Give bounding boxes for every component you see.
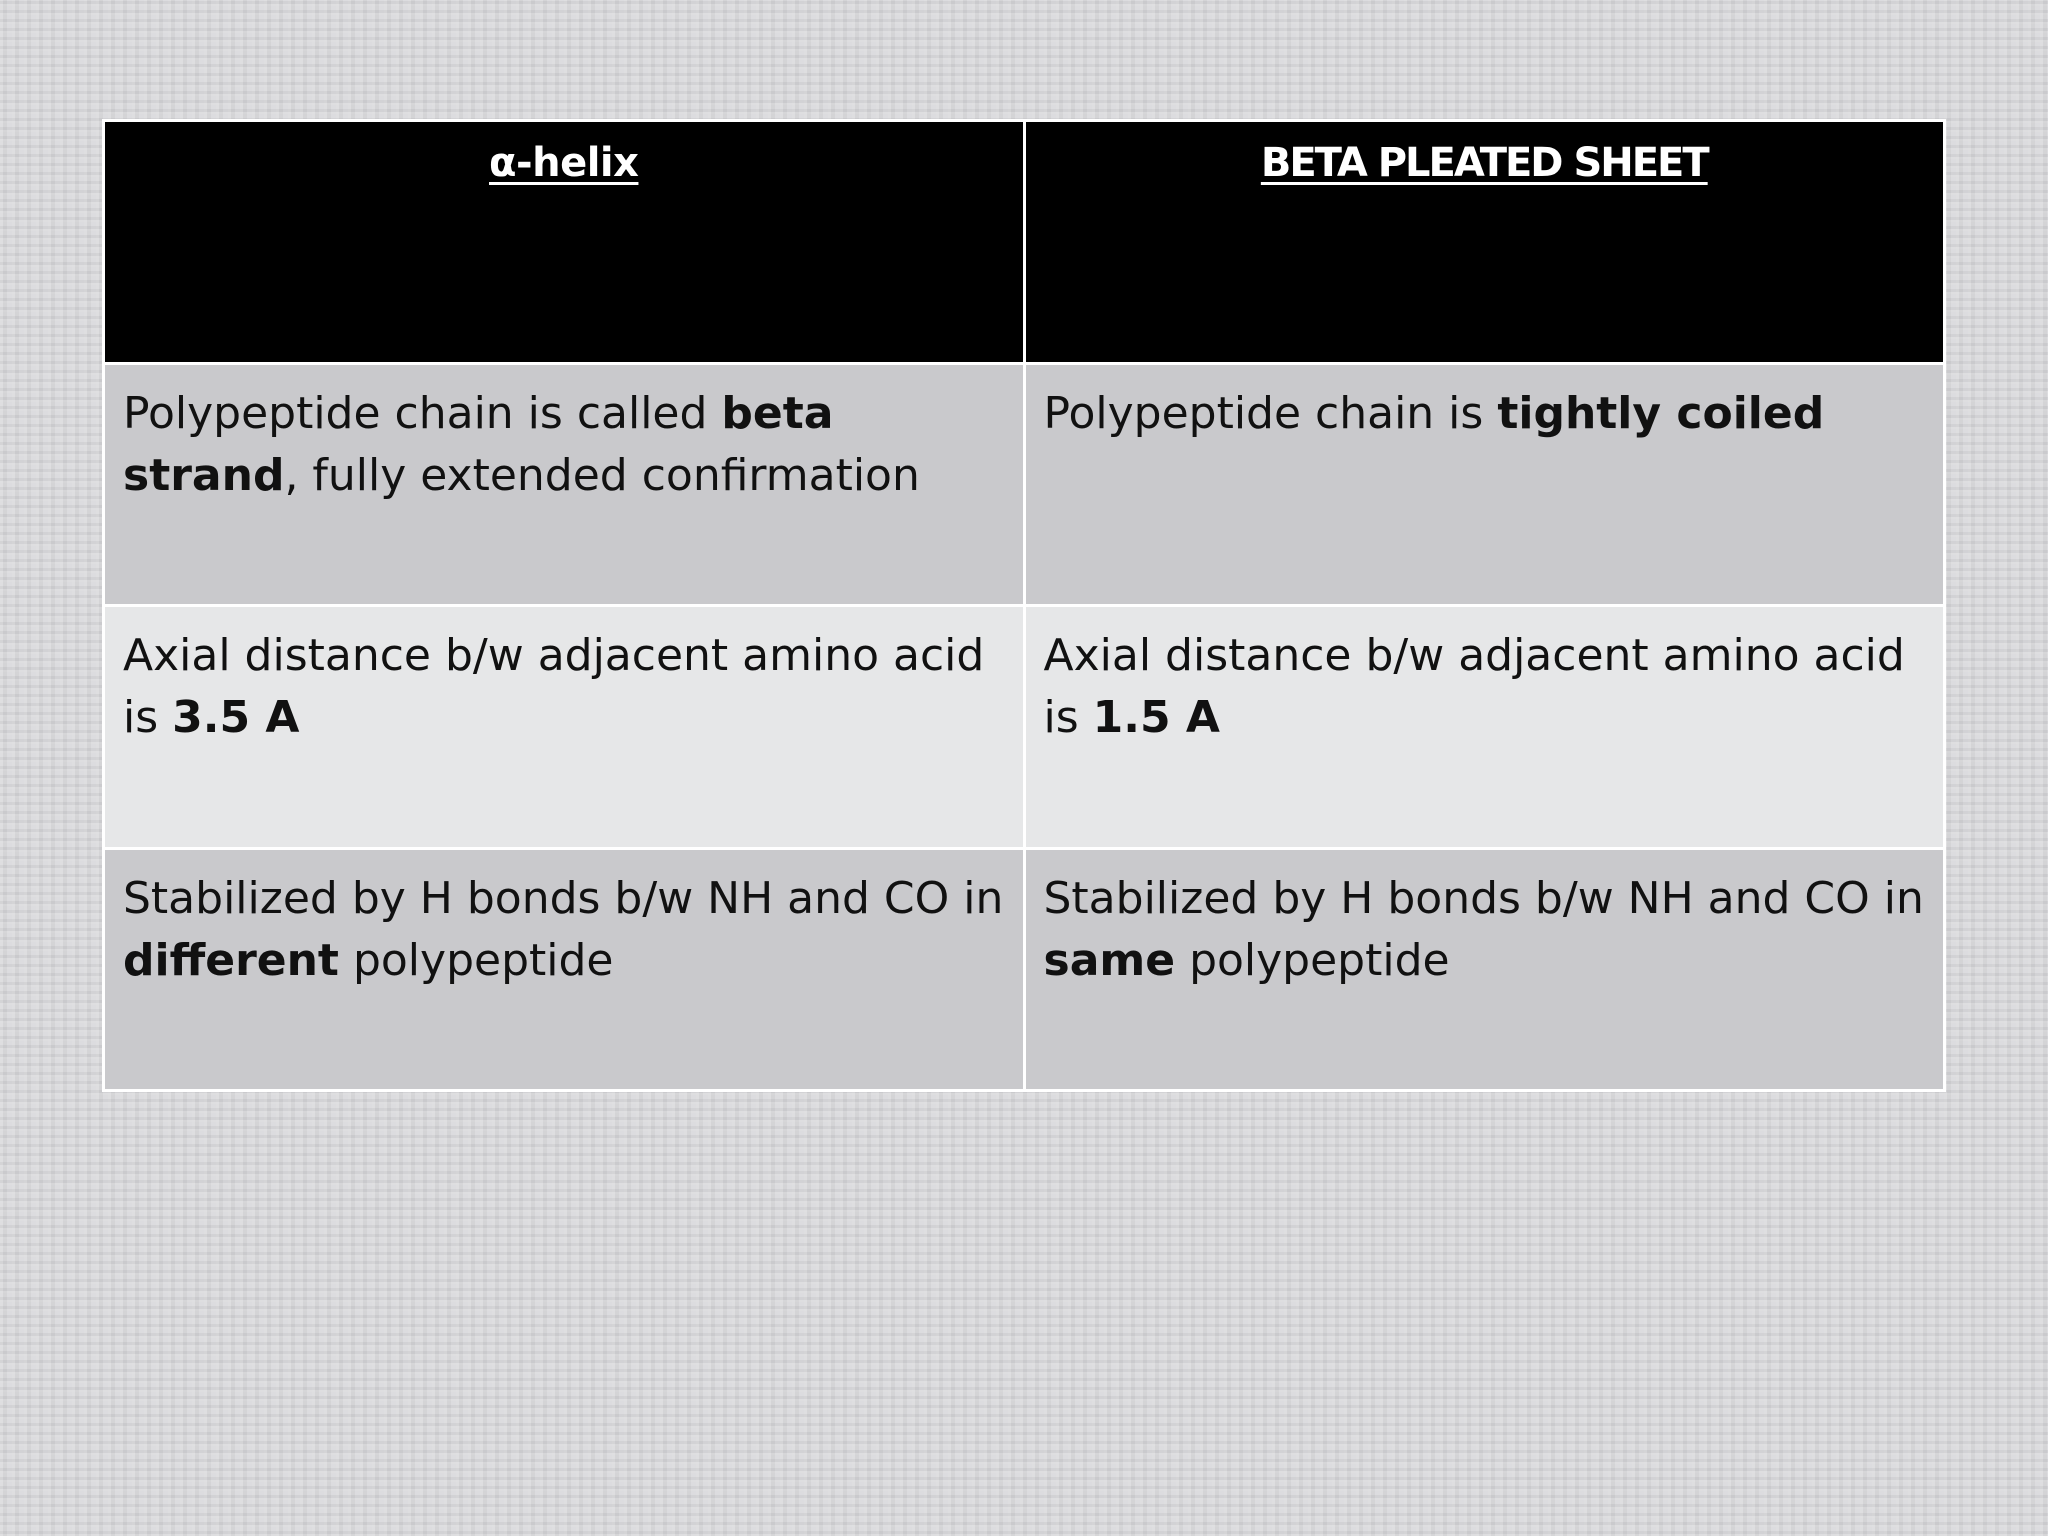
cell-text: Axial distance b/w adjacent amino acid is 3.5 A bbox=[123, 630, 985, 743]
cell-text: Axial distance b/w adjacent amino acid is 1.5 A bbox=[1043, 630, 1905, 743]
header-cell-beta-sheet bbox=[1024, 121, 1945, 364]
table-header-row bbox=[104, 121, 1945, 364]
cell-text: Polypeptide chain is tightly coiled bbox=[1043, 388, 1825, 439]
table-cell bbox=[104, 849, 1025, 1091]
cell-text: Stabilized by H bonds b/w NH and CO in different polypeptide bbox=[123, 873, 1004, 986]
table-cell bbox=[1024, 849, 1945, 1091]
comparison-table bbox=[102, 119, 1946, 1092]
table-row bbox=[104, 849, 1945, 1091]
table-row bbox=[104, 364, 1945, 606]
table-cell bbox=[1024, 606, 1945, 849]
table-cell bbox=[1024, 364, 1945, 606]
header-label: α-helix bbox=[489, 140, 639, 186]
header-cell-alpha-helix bbox=[104, 121, 1025, 364]
table-cell bbox=[104, 606, 1025, 849]
header-label: BETA PLEATED SHEET bbox=[1260, 140, 1708, 186]
cell-text: Polypeptide chain is called beta strand, fully extended confirmation bbox=[123, 388, 920, 501]
cell-text: Stabilized by H bonds b/w NH and CO in same polypeptide bbox=[1043, 873, 1924, 986]
table-cell bbox=[104, 364, 1025, 606]
table-row bbox=[104, 606, 1945, 849]
